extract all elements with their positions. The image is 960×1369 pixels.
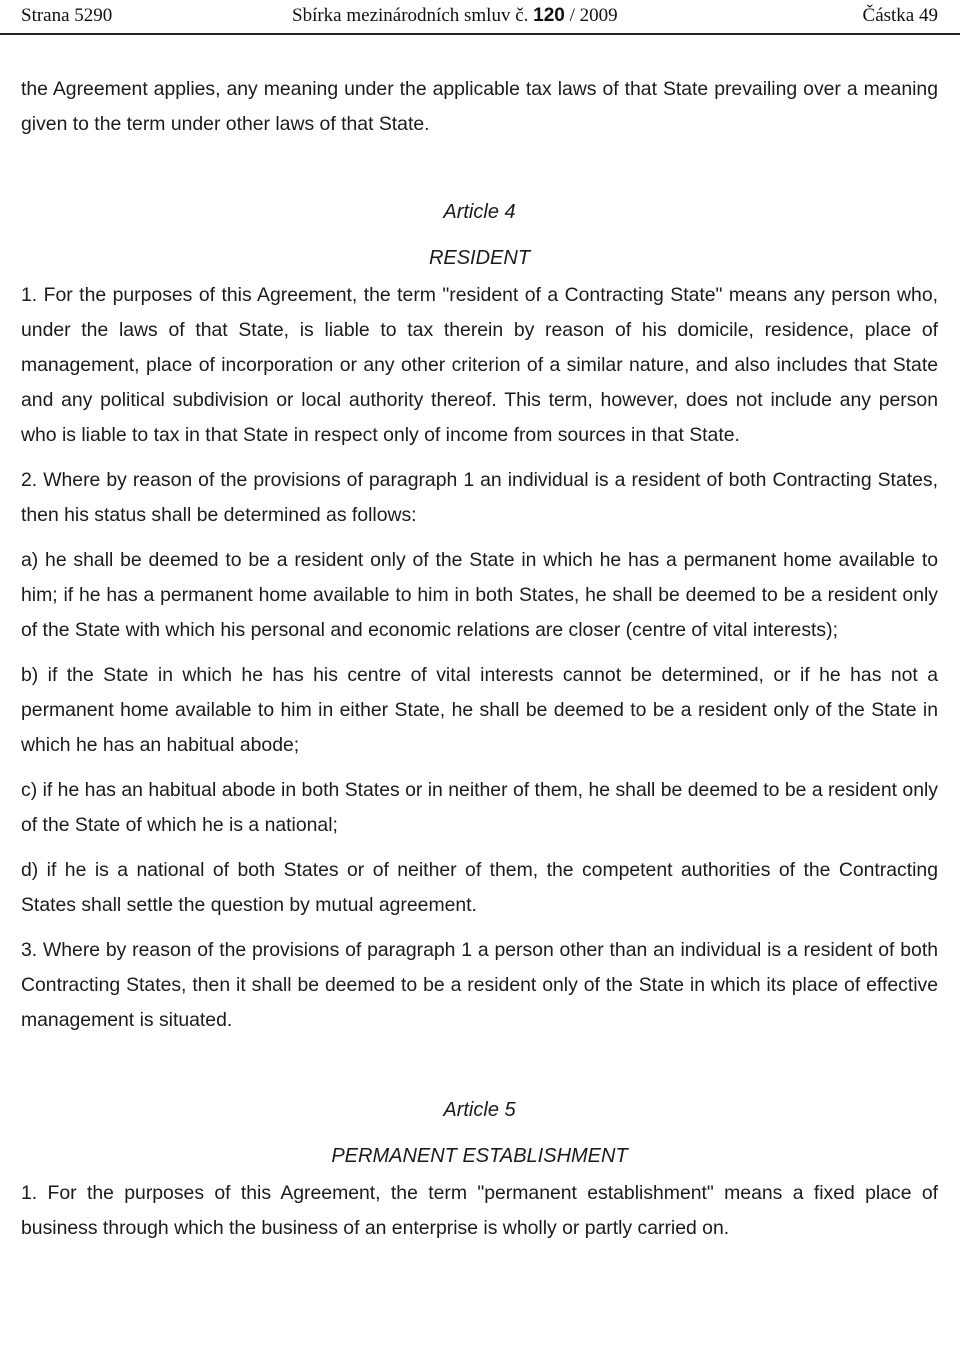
article-4-paragraph-3: 3. Where by reason of the provisions of paragraph 1 a person other than an individual is a resident of both Contracting States, then it shall be deemed to be a resident only of the State in which its place of effective management is situated. [21,939,938,1031]
spacer [21,230,938,240]
page-number-label: Strana 5290 [21,5,113,26]
spacer [21,1128,938,1138]
spacer [21,453,938,463]
collection-title [292,5,618,27]
article-4-item-d: d) if he is a national of both States or of neither of them, the competent authorities of the Contracting States shall settle the question by mutual agreement. [21,859,938,916]
document-body [21,72,938,1246]
article-4-paragraph-1: 1. For the purposes of this Agreement, the term "resident of a Contracting State" means any person who, under the laws of that State, is liable to tax therein by reason of his domicile, residence, place of management, place of incorporation or any other criterion of a similar nature, and also includes that State and any political subdivision or local authority thereof. This term, however, does not include any person who is liable to tax in that State in respect only of income from sources in that State. [21,284,938,446]
article-5-paragraph-1: 1. For the purposes of this Agreement, the term "permanent establishment" means a fixed place of business through which the business of an enterprise is wholly or partly carried on. [21,1182,938,1239]
spacer [21,843,938,853]
article-4-number: Article 4 [443,201,516,223]
issue-number: 120 [533,5,565,26]
header-rule [0,33,960,35]
article-4-item-b: b) if the State in which he has his centre of vital interests cannot be determined, or if he has not a permanent home available to him in either State, he shall be deemed to be a resident only of the State in which he has an habitual abode; [21,664,938,756]
issue-year: / 2009 [569,5,618,26]
article-4-item-c: c) if he has an habitual abode in both States or in neither of them, he shall be deemed to be a resident only of the State of which he is a national; [21,779,938,836]
article-5-number: Article 5 [443,1099,516,1121]
running-header [0,0,960,34]
article-4-item-a: a) he shall be deemed to be a resident only of the State in which he has a permanent home available to him; if he has a permanent home available to him in both States, he shall be deemed to be a resident only of the State with which his personal and economic relations are closer (centre of vital interests); [21,549,938,641]
continuation-paragraph: the Agreement applies, any meaning under the applicable tax laws of that State prevailing over a meaning given to the term under other laws of that State. [21,78,938,135]
spacer [21,1038,938,1092]
article-5-title: PERMANENT ESTABLISHMENT [331,1145,628,1167]
article-4-paragraph-2: 2. Where by reason of the provisions of paragraph 1 an individual is a resident of both Contracting States, then his status shall be determined as follows: [21,469,938,526]
spacer [21,142,938,194]
article-4-title: RESIDENT [428,247,531,269]
spacer [21,923,938,933]
spacer [21,648,938,658]
collection-name: Sbírka mezinárodních smluv č. [292,5,529,26]
spacer [21,763,938,773]
part-label: Částka 49 [862,5,938,26]
spacer [21,533,938,543]
